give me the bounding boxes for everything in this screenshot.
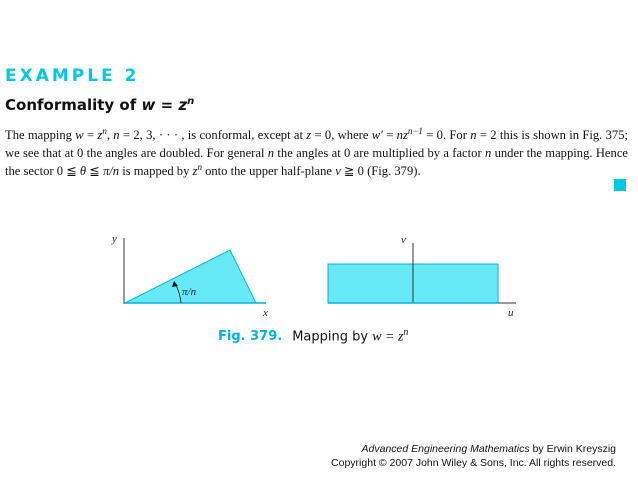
math-var: n [484,146,492,160]
figure-caption [218,327,408,345]
math-var: v [335,164,341,178]
text-run: ≧ 0 (Fig. 379). [340,164,421,178]
math-var: n [267,146,275,160]
title-text: Conformality of [5,96,142,114]
title-math: w = z [141,96,188,114]
v-axis-label: v [401,234,406,246]
math-var: π/n [102,164,120,178]
text-run: = [382,128,397,142]
text-run: = 0, where [311,128,372,142]
caption-math: w = z [372,329,404,345]
angle-label: π/n [182,286,197,298]
math-var: z [306,128,312,142]
text-run: = 2 this is shown in Fig. 375; we see that at 0 the angles are doubled. For general [5,128,629,160]
math-var: n [113,128,120,142]
text-run: ≦ [86,164,103,178]
book-author: by Erwin Kreyszig [529,443,616,455]
text-run: The mapping [5,128,76,142]
math-var: nz [396,128,408,142]
example-label: EXAMPLE 2 [5,66,140,86]
left-plot [111,233,268,319]
math-var: z [97,128,103,142]
text-run: = [83,128,98,142]
text-run: the angles at 0 are multiplied by a factor [274,146,485,160]
text-run: = 2, 3, · · · , is conformal, except at [119,128,307,142]
math-var: θ [79,164,87,178]
math-var: z [192,164,198,178]
math-exp: n [197,162,202,172]
book-title: Advanced Engineering Mathematics [361,443,530,455]
text-run: is mapped by [119,164,193,178]
credit-line-1 [331,442,616,456]
text-run: under the mapping. Hence the sector 0 ≦ [5,146,628,178]
math-exp: n [102,126,107,136]
math-var: w′ [371,128,383,142]
math-var: w [75,128,84,142]
math-exp: n−1 [407,126,423,136]
caption-text: Mapping by [292,329,373,345]
y-axis-label: y [112,233,117,245]
book-credit [331,442,616,470]
text-run: , [106,128,114,142]
figure-number: Fig. 379. [218,329,283,345]
copyright-line: Copyright © 2007 John Wiley & Sons, Inc. All rights reserved. [331,457,616,469]
title-exponent: n [187,96,195,107]
math-var: n [470,128,477,142]
text-run: onto the upper half-plane [201,164,336,178]
x-axis-label: x [263,307,268,319]
right-plot [328,234,516,319]
u-axis-label: u [508,307,514,319]
text-run: = 0. For [422,128,471,142]
caption-exponent: n [403,327,409,338]
